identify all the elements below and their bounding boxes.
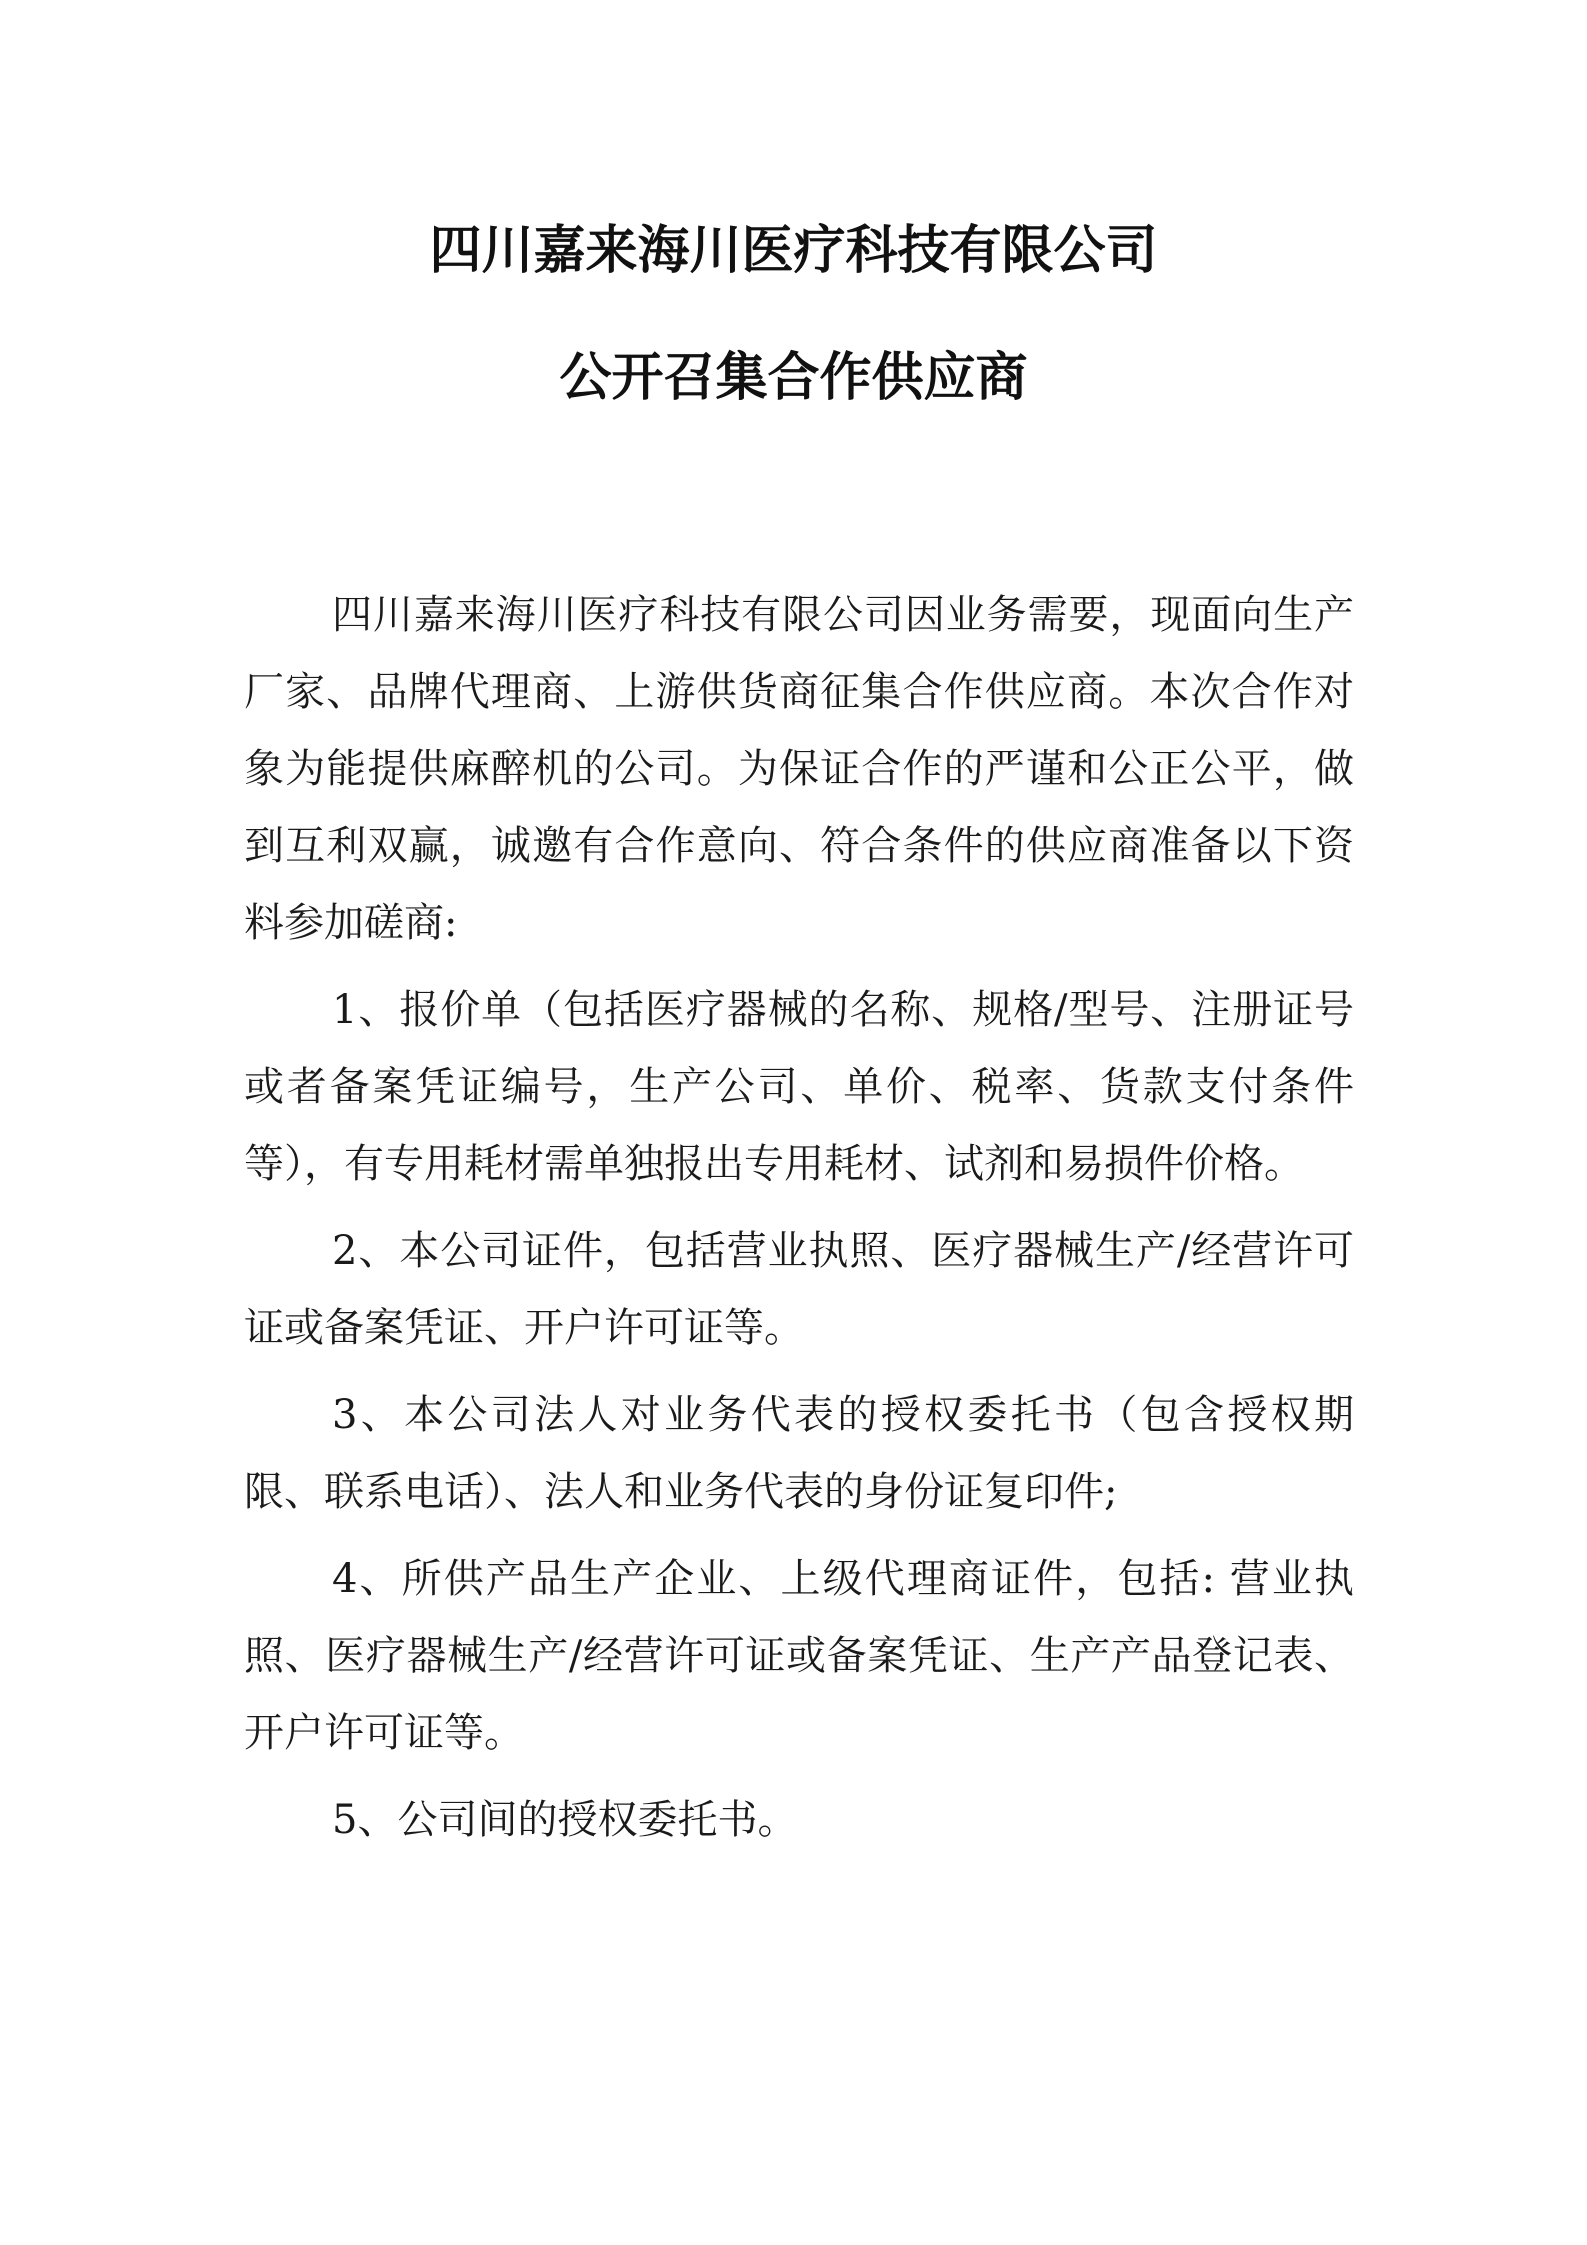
- document-title-subject: 公开召集合作供应商: [559, 348, 1028, 408]
- list-item-4: 4、所供产品生产企业、上级代理商证件，包括: 营业执照、医疗器械生产/经营许可证或备案凭证、生产产品登记表、开户许可证等。: [244, 1556, 1354, 1756]
- list-item-5: 5、公司间的授权委托书。: [332, 1797, 798, 1843]
- document-body: [244, 577, 1354, 1859]
- list-item-1: 1、报价单（包括医疗器械的名称、规格/型号、注册证号或者备案凭证编号，生产公司、单价、税率、货款支付条件等），有专用耗材需单独报出专用耗材、试剂和易损件价格。: [244, 987, 1354, 1187]
- intro-paragraph: 四川嘉来海川医疗科技有限公司因业务需要，现面向生产厂家、品牌代理商、上游供货商征集合作供应商。本次合作对象为能提供麻醉机的公司。为保证合作的严谨和公正公平，做到互利双赢，诚邀有合作意向、符合条件的供应商准备以下资料参加磋商:: [244, 592, 1354, 946]
- list-item-2: 2、本公司证件，包括营业执照、医疗器械生产/经营许可证或备案凭证、开户许可证等。: [244, 1228, 1354, 1351]
- document-title-company: 四川嘉来海川医疗科技有限公司: [429, 221, 1158, 281]
- list-item-3: 3、本公司法人对业务代表的授权委托书（包含授权期限、联系电话）、法人和业务代表的身份证复印件;: [244, 1392, 1354, 1515]
